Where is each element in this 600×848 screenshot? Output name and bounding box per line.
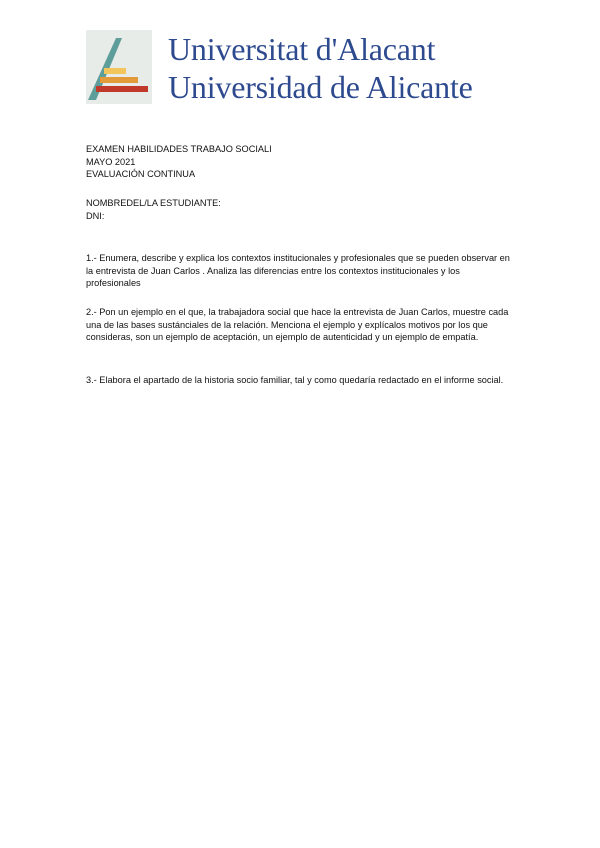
question-2	[86, 306, 518, 344]
question-3	[86, 374, 516, 387]
exam-date: MAYO 2021	[86, 156, 136, 167]
exam-title: EXAMEN HABILIDADES TRABAJO SOCIALI	[86, 144, 272, 154]
question-1-text: 1.- Enumera, describe y explica los contextos institucionales y profesionales que se pueden observar en la entrevista de Juan Carlos . Analiza las diferencias entre los contextos institucionales y los profesionales	[86, 253, 510, 288]
question-1	[86, 252, 516, 290]
exam-header	[86, 143, 272, 181]
student-dni-label: DNI:	[86, 210, 105, 221]
university-name-spanish: Universidad de Alicante	[168, 69, 473, 105]
logo-bar-3	[96, 86, 148, 92]
question-2-text: 2.- Pon un ejemplo en el que, la trabajadora social que hace la entrevista de Juan Carlos, muestre cada una de las bases sustánciales de la relación. Menciona el ejemplo y explícalos motivos por los que consideras, son un ejemplo de aceptación, un ejemplo de autenticidad y un ejemplo de empatía.	[86, 307, 509, 342]
student-fields	[86, 197, 221, 222]
exam-mode: EVALUACIÓN CONTINUA	[86, 169, 196, 179]
university-logo	[86, 30, 152, 104]
logo-bar-2	[100, 77, 138, 83]
question-3-text: 3.- Elabora el apartado de la historia socio familiar, tal y como quedaría redactado en el informe social.	[86, 375, 504, 385]
student-name-label: NOMBREDEL/LA ESTUDIANTE:	[86, 198, 221, 208]
logo-bar-1	[104, 68, 126, 74]
university-name-valencian: Universitat d'Alacant	[168, 31, 436, 67]
